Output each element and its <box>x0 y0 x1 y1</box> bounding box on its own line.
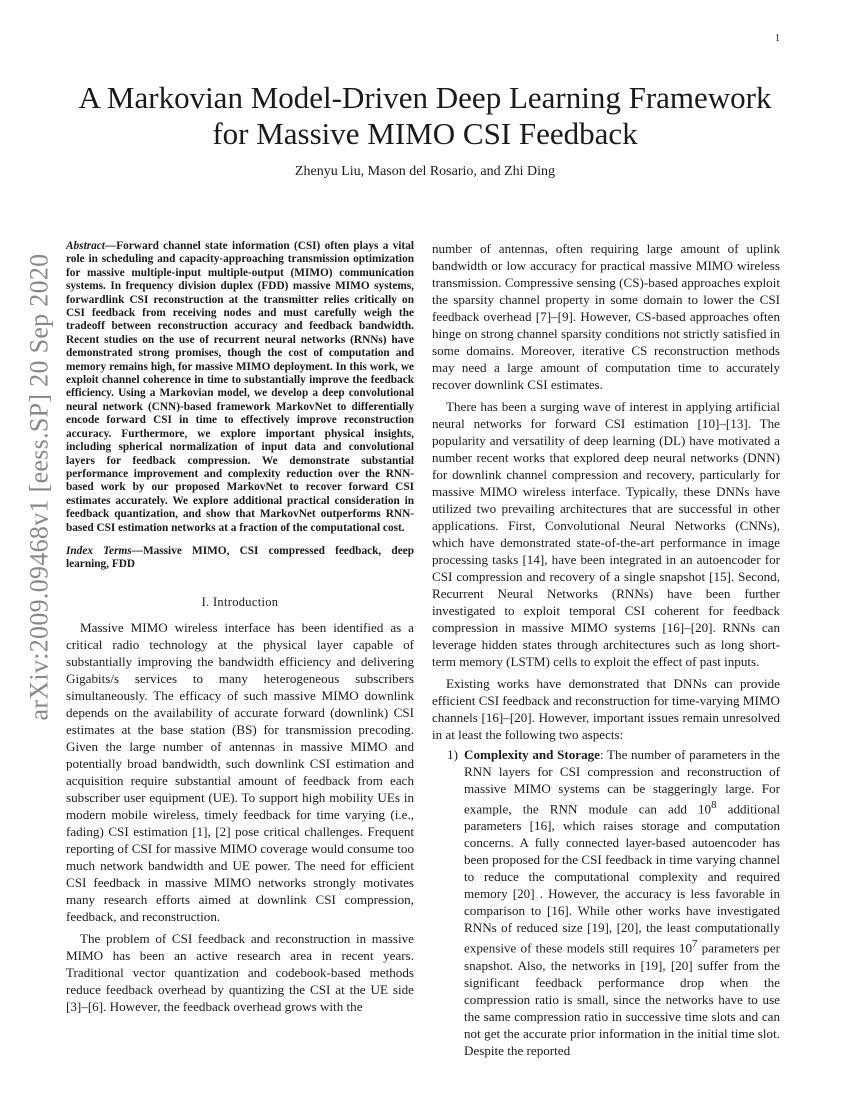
body-paragraph: number of antennas, often requiring large amount of uplink bandwidth or low accuracy for practical massive MIMO wireless transmission. Compressive sensing (CS)-based approaches exploit the sparsity channel property in some domain to lower the CSI feedback overhead [7]–[9]. However, CS-based approaches often hinge on strong channel sparsity conditions not strictly satisfied in some domains. Moreover, iterative CS reconstruction methods may need a large amount of computation time to accurately recover downlink CSI estimates. <box>432 241 780 392</box>
right-column <box>432 240 780 1059</box>
section-heading-introduction: I. Introduction <box>201 594 279 609</box>
list-item-text: parameters per snapshot. Also, the networks in [19], [20] suffer from the significant feedback performance drop when the compression ratio is small, since the networks have to use the same compression ratio in successive time slots and can not get the accurate prior information in the initial time slot. Despite the reported <box>464 940 780 1058</box>
superscript: 7 <box>692 938 698 951</box>
list-item-title: Complexity and Storage <box>464 747 600 762</box>
body-paragraph: There has been a surging wave of interest in applying artificial neural networks for forward CSI estimation [10]–[13]. The popularity and versatility of deep learning (DL) have motivated a number recent works that explored deep neural networks (DNN) for downlink channel compression and recovery, particularly for massive MIMO wireless interface. Typically, these DNNs have utilized two prevailing architectures that are successful in other applications. First, Convolutional Neural Networks (CNNs), which have demonstrated state-of-the-art performance in image processing tasks [14], have been integrated in an autoencoder for CSI compression and recovery of a single snapshot [15]. Second, Recurrent Neural Networks (RNNs) have been further investigated to exploit temporal CSI coherent for feedback compression in massive MIMO systems [16]–[20]. RNNs can leverage hidden states through architectures such as long short-term memory (LSTM) cells to exploit the effect of past inputs. <box>432 399 780 669</box>
author-list: Zhenyu Liu, Mason del Rosario, and Zhi Ding <box>294 164 556 179</box>
abstract-text: —Forward channel state information (CSI) often plays a vital role in scheduling and capacity-approaching transmission optimization for massive multiple-input multiple-output (MIMO) communication systems. In frequency division duplex (FDD) massive MIMO systems, forwardlink CSI reconstruction at the transmitter relies critically on CSI feedback from receiving nodes and must carefully weigh the tradeoff between reconstruction accuracy and feedback bandwidth. Recent studies on the use of recurrent neural networks (RNNs) have demonstrated strong promises, though the cost of computation and memory remains high, for massive MIMO deployment. In this work, we exploit channel coherence in time to substantially improve the feedback efficiency. Using a Markovian model, we develop a deep convolutional neural network (CNN)-based framework MarkovNet to differentially encode forward CSI in time to effectively improve reconstruction accuracy. Furthermore, we explore important physical insights, including spherical normalization of input data and convolutional layers for feedback compression. We demonstrate substantial performance improvement and complexity reduction over the RNN-based work by our proposed MarkovNet to recover forward CSI estimates accurately. We explore additional practical consideration in feedback quantization, and show that MarkovNet outperforms RNN-based CSI estimation networks at a fraction of the computational cost. <box>66 240 414 534</box>
list-item-body <box>464 746 780 1059</box>
numbered-list-item <box>432 746 780 1059</box>
index-terms-label: Index Terms <box>66 544 132 557</box>
list-item-text: : The number of parameters in the RNN layers for CSI compression and reconstruction of massive MIMO systems can be staggeringly large. For example, the RNN module can add 10 <box>464 747 780 817</box>
superscript: 8 <box>711 799 717 811</box>
body-paragraph: Existing works have demonstrated that DNNs can provide efficient CSI feedback and reconstruction for time-varying MIMO channels [16]–[20]. However, important issues remain unresolved in at least the following two aspects: <box>432 676 780 742</box>
paper-title: A Markovian Model-Driven Deep Learning Framework for Massive MIMO CSI Feedback <box>78 80 772 151</box>
page-number: 1 <box>775 33 780 44</box>
arxiv-identifier: arXiv:2009.09468v1 [eess.SP] 20 Sep 2020 <box>24 253 54 721</box>
intro-paragraph: The problem of CSI feedback and reconstruction in massive MIMO has been an active research area in recent years. Traditional vector quantization and codebook-based methods reduce feedback overhead by quantizing the CSI at the UE side [3]–[6]. However, the feedback overhead grows with the <box>66 930 414 1014</box>
index-terms-text: —Massive MIMO, CSI compressed feedback, deep learning, FDD <box>66 544 414 571</box>
abstract <box>66 240 414 535</box>
intro-paragraph: Massive MIMO wireless interface has been identified as a critical radio technology at the physical layer capable of substantially improving the bandwidth efficiency and delivering Gigabits/s services to many heterogeneous subscribers simultaneously. The efficacy of such massive MIMO downlink depends on the availability of accurate forward (downlink) CSI estimates at the base station (BS) for transmission precoding. Given the large number of antennas in massive MIMO and potentially broad bandwidth, such downlink CSI estimation and acquisition require substantial amount of feedback from each subscriber user equipment (UE). To support high mobility UEs in modern mobile wireless, timely feedback for time varying (i.e., fading) CSI estimation [1], [2] pose critical challenges. Frequent reporting of CSI for massive MIMO coverage would consume too much network bandwidth and UE power. The need for efficient CSI feedback in massive MIMO networks strongly motivates many research efforts aimed at downlink CSI compression, feedback, and reconstruction. <box>66 619 414 924</box>
left-column <box>66 240 414 1015</box>
list-item-number: 1) <box>447 747 458 762</box>
index-terms <box>66 545 414 572</box>
abstract-label: Abstract <box>66 240 105 252</box>
list-item-text: additional parameters [16], which raises storage and computation concerns. A fully connected layer-based autoencoder has been proposed for the CSI feedback in time varying channel to reduce the computational complexity and required memory [20] . However, the accuracy is less favorable in comparison to [16]. While other works have investigated RNNs of reduced size [19], [20], the least computationally expensive of these models still requires 10 <box>464 801 780 956</box>
arxiv-stamp <box>22 253 56 721</box>
